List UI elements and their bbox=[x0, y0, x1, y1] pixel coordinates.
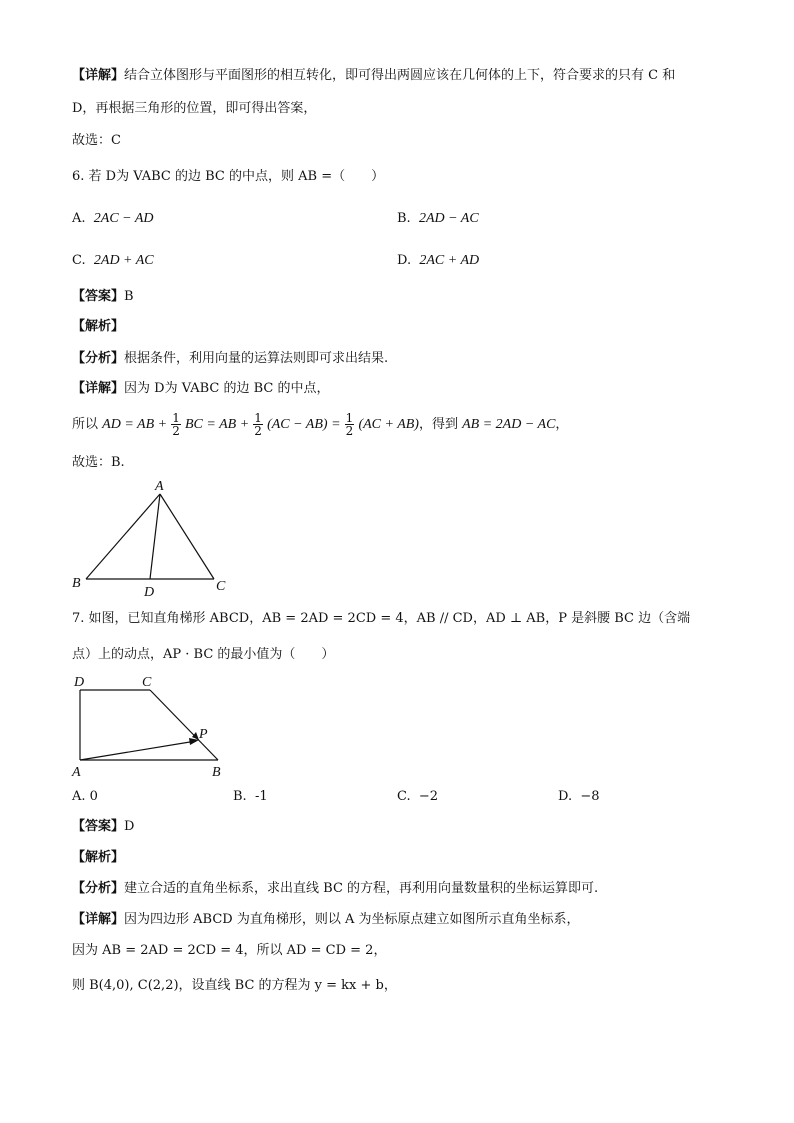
median-ad bbox=[150, 494, 160, 579]
answer-tag: 【答案】 bbox=[72, 289, 125, 304]
q7-option-c bbox=[397, 788, 438, 806]
detail2-prefix: 所以 bbox=[72, 417, 99, 432]
q7-stem2: 点）上的动点，AP · BC 的最小值为（ ） bbox=[72, 647, 335, 662]
detail2-part-a: AD = AB + bbox=[102, 417, 168, 432]
option-label: A. bbox=[72, 211, 86, 226]
q6-option-c bbox=[72, 252, 154, 270]
detail-tag: 【详解】 bbox=[72, 381, 125, 396]
q6-option-d bbox=[397, 252, 479, 270]
fraction-half: $\frac{1}{2}$ bbox=[345, 411, 354, 438]
q5-detail-line1 bbox=[72, 67, 675, 85]
detail2-part-b: BC = AB + bbox=[185, 417, 250, 432]
detail2-part-c: (AC − AB) = bbox=[267, 417, 341, 432]
detail2-result: AB = 2AD − AC bbox=[462, 417, 556, 432]
option-label: C. bbox=[72, 253, 86, 268]
detail2-part-d: (AC + AB) bbox=[358, 417, 419, 432]
q6-triangle-figure bbox=[66, 474, 236, 600]
detail-text: 因为四边形 ABCD 为直角梯形，则以 A 为坐标原点建立如图所示直角坐标系， bbox=[124, 912, 580, 927]
label-b: B bbox=[72, 576, 81, 591]
option-text: 2AC − AD bbox=[93, 211, 154, 226]
detail2-end: ， bbox=[555, 417, 569, 432]
option-text: 0 bbox=[89, 789, 98, 804]
option-text: 2AD + AC bbox=[93, 253, 154, 268]
option-label: D. bbox=[397, 253, 412, 268]
q6-option-a bbox=[72, 210, 154, 228]
q7-analysis-tag bbox=[72, 849, 124, 867]
option-label: A. bbox=[72, 789, 86, 804]
analyze-text: 根据条件，利用向量的运算法则即可求出结果. bbox=[124, 351, 389, 366]
q5-detail-text1: 结合立体图形与平面图形的相互转化，即可得出两圆应该在几何体的上下，符合要求的只有 C 和 bbox=[124, 68, 676, 83]
label-p: P bbox=[199, 727, 208, 742]
option-label: B. bbox=[397, 211, 411, 226]
q6-detail1 bbox=[72, 380, 329, 398]
vector-ap bbox=[80, 741, 196, 760]
analyze-tag: 【分析】 bbox=[72, 881, 125, 896]
q6-choose: 故选：B. bbox=[72, 455, 125, 470]
fraction-half: $\frac{1}{2}$ bbox=[172, 411, 180, 438]
q7-analyze bbox=[72, 880, 598, 898]
fraction-half: $\frac{1}{2}$ bbox=[254, 411, 262, 438]
q7-detail2: 因为 AB = 2AD = 2CD = 4，所以 AD = CD = 2， bbox=[72, 943, 387, 958]
label-c: C bbox=[142, 675, 152, 690]
side-ac bbox=[160, 494, 214, 579]
q6-stem: 6. 若 D为 VABC 的边 BC 的中点，则 AB =（ ） bbox=[72, 169, 385, 184]
label-a: A bbox=[72, 765, 81, 780]
option-label: D. bbox=[558, 789, 573, 804]
q5-detail-line2: D，再根据三角形的位置，即可得出答案， bbox=[72, 101, 317, 116]
arrowhead-bp bbox=[192, 732, 199, 740]
option-text: 2AC + AD bbox=[419, 253, 480, 268]
label-a: A bbox=[155, 479, 164, 494]
q6-detail2 bbox=[72, 410, 568, 440]
answer-value: B bbox=[124, 289, 134, 304]
q6-option-b bbox=[397, 210, 479, 228]
analysis-tag: 【解析】 bbox=[72, 319, 125, 334]
q7-option-b bbox=[233, 788, 268, 806]
label-b: B bbox=[212, 765, 221, 780]
option-text: −2 bbox=[418, 789, 439, 804]
q7-detail3: 则 B(4,0), C(2,2)，设直线 BC 的方程为 y = kx + b， bbox=[72, 978, 397, 993]
answer-value: D bbox=[124, 819, 135, 834]
q5-detail-tag: 【详解】 bbox=[72, 68, 125, 83]
option-text: 2AD − AC bbox=[418, 211, 479, 226]
detail2-suffix: ，得到 bbox=[418, 417, 458, 432]
detail-text: 因为 D为 VABC 的边 BC 的中点， bbox=[124, 381, 330, 396]
analysis-tag: 【解析】 bbox=[72, 850, 125, 865]
q7-option-d bbox=[558, 788, 600, 806]
q7-detail1 bbox=[72, 911, 580, 929]
q6-answer bbox=[72, 288, 134, 306]
q7-answer bbox=[72, 818, 134, 836]
option-label: C. bbox=[397, 789, 411, 804]
label-c: C bbox=[216, 579, 226, 594]
side-ab bbox=[86, 494, 160, 579]
q5-choose: 故选：C bbox=[72, 133, 121, 148]
option-text: -1 bbox=[254, 789, 268, 804]
q6-analyze bbox=[72, 350, 388, 368]
q7-option-a bbox=[72, 788, 98, 806]
label-d: D bbox=[144, 585, 155, 600]
detail-tag: 【详解】 bbox=[72, 912, 125, 927]
q7-trapezoid-figure bbox=[68, 672, 238, 780]
label-d: D bbox=[74, 675, 85, 690]
analyze-tag: 【分析】 bbox=[72, 351, 125, 366]
analyze-text: 建立合适的直角坐标系，求出直线 BC 的方程，再利用向量数量积的坐标运算即可. bbox=[124, 881, 599, 896]
side-cb bbox=[150, 690, 218, 760]
answer-tag: 【答案】 bbox=[72, 819, 125, 834]
option-label: B. bbox=[233, 789, 247, 804]
option-text: −8 bbox=[580, 789, 600, 804]
q6-analysis-tag bbox=[72, 318, 124, 336]
q7-stem1: 7. 如图，已知直角梯形 ABCD，AB = 2AD = 2CD = 4，AB // CD，AD ⊥ AB，P 是斜腰 BC 边（含端 bbox=[72, 611, 691, 626]
